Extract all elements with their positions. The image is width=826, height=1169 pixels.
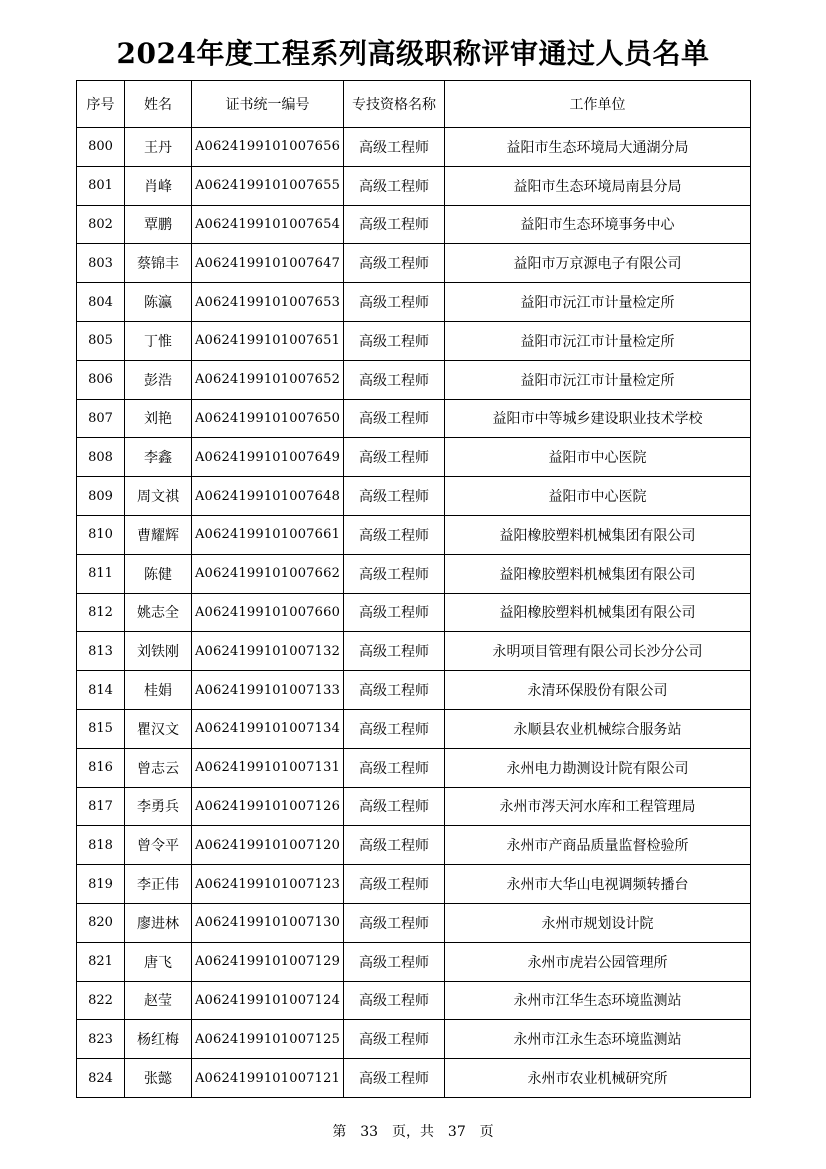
table-row	[77, 671, 751, 710]
cell-employer: 益阳橡胶塑料机械集团有限公司	[445, 554, 751, 593]
cell-qualification: 高级工程师	[344, 865, 445, 904]
cell-employer: 永州电力勘测设计院有限公司	[445, 748, 751, 787]
page-suffix: 页，共	[392, 1124, 434, 1140]
cell-name: 廖进林	[125, 903, 192, 942]
cell-qualification: 高级工程师	[344, 671, 445, 710]
cell-name: 姚志全	[125, 593, 192, 632]
cell-cert-no: A0624199101007131	[192, 748, 344, 787]
roster-table	[76, 80, 751, 1098]
table-row	[77, 826, 751, 865]
cell-employer: 永州市涔天河水库和工程管理局	[445, 787, 751, 826]
cell-seq: 823	[77, 1020, 125, 1059]
cell-name: 陈健	[125, 554, 192, 593]
cell-name: 桂娟	[125, 671, 192, 710]
cell-name: 李鑫	[125, 438, 192, 477]
cell-seq: 800	[77, 128, 125, 167]
cell-employer: 益阳市生态环境事务中心	[445, 205, 751, 244]
cell-cert-no: A0624199101007653	[192, 283, 344, 322]
cell-name: 曾令平	[125, 826, 192, 865]
cell-cert-no: A0624199101007655	[192, 166, 344, 205]
table-row	[77, 903, 751, 942]
table-row	[77, 477, 751, 516]
table-row	[77, 787, 751, 826]
cell-employer: 益阳市中心医院	[445, 477, 751, 516]
header-qualification: 专技资格名称	[344, 81, 445, 128]
table-row	[77, 942, 751, 981]
table-row	[77, 865, 751, 904]
cell-employer: 永州市规划设计院	[445, 903, 751, 942]
cell-name: 陈瀛	[125, 283, 192, 322]
cell-qualification: 高级工程师	[344, 632, 445, 671]
cell-name: 刘艳	[125, 399, 192, 438]
cell-cert-no: A0624199101007651	[192, 321, 344, 360]
cell-seq: 811	[77, 554, 125, 593]
cell-qualification: 高级工程师	[344, 787, 445, 826]
cell-cert-no: A0624199101007134	[192, 709, 344, 748]
cell-employer: 益阳市中等城乡建设职业技术学校	[445, 399, 751, 438]
table-row	[77, 1059, 751, 1098]
cell-seq: 802	[77, 205, 125, 244]
page-title: 2024年度工程系列高级职称评审通过人员名单	[116, 37, 710, 70]
cell-name: 丁惟	[125, 321, 192, 360]
cell-employer: 永州市产商品质量监督检验所	[445, 826, 751, 865]
cell-qualification: 高级工程师	[344, 1020, 445, 1059]
cell-name: 蔡锦丰	[125, 244, 192, 283]
cell-qualification: 高级工程师	[344, 942, 445, 981]
cell-qualification: 高级工程师	[344, 321, 445, 360]
cell-seq: 818	[77, 826, 125, 865]
cell-seq: 821	[77, 942, 125, 981]
table-row	[77, 981, 751, 1020]
header-seq: 序号	[77, 81, 125, 128]
cell-cert-no: A0624199101007648	[192, 477, 344, 516]
cell-name: 唐飞	[125, 942, 192, 981]
cell-name: 杨红梅	[125, 1020, 192, 1059]
cell-name: 李勇兵	[125, 787, 192, 826]
table-row	[77, 593, 751, 632]
cell-employer: 益阳市沅江市计量检定所	[445, 283, 751, 322]
cell-qualification: 高级工程师	[344, 709, 445, 748]
cell-cert-no: A0624199101007654	[192, 205, 344, 244]
cell-qualification: 高级工程师	[344, 166, 445, 205]
cell-seq: 801	[77, 166, 125, 205]
table-row	[77, 244, 751, 283]
cell-qualification: 高级工程师	[344, 360, 445, 399]
cell-seq: 806	[77, 360, 125, 399]
cell-name: 赵莹	[125, 981, 192, 1020]
table-row	[77, 283, 751, 322]
table-row	[77, 399, 751, 438]
cell-cert-no: A0624199101007132	[192, 632, 344, 671]
cell-seq: 804	[77, 283, 125, 322]
cell-name: 覃鹏	[125, 205, 192, 244]
cell-employer: 永州市大华山电视调频转播台	[445, 865, 751, 904]
cell-qualification: 高级工程师	[344, 593, 445, 632]
cell-qualification: 高级工程师	[344, 748, 445, 787]
cell-seq: 814	[77, 671, 125, 710]
cell-employer: 永顺县农业机械综合服务站	[445, 709, 751, 748]
cell-qualification: 高级工程师	[344, 283, 445, 322]
cell-seq: 819	[77, 865, 125, 904]
cell-qualification: 高级工程师	[344, 903, 445, 942]
cell-cert-no: A0624199101007120	[192, 826, 344, 865]
cell-seq: 810	[77, 515, 125, 554]
cell-employer: 益阳市生态环境局南县分局	[445, 166, 751, 205]
cell-seq: 815	[77, 709, 125, 748]
cell-seq: 822	[77, 981, 125, 1020]
table-row	[77, 166, 751, 205]
cell-seq: 817	[77, 787, 125, 826]
cell-cert-no: A0624199101007647	[192, 244, 344, 283]
cell-cert-no: A0624199101007124	[192, 981, 344, 1020]
roster-body	[77, 128, 751, 1098]
cell-employer: 益阳市中心医院	[445, 438, 751, 477]
total-pages: 37	[447, 1124, 466, 1140]
cell-cert-no: A0624199101007650	[192, 399, 344, 438]
cell-cert-no: A0624199101007123	[192, 865, 344, 904]
cell-qualification: 高级工程师	[344, 554, 445, 593]
cell-qualification: 高级工程师	[344, 477, 445, 516]
cell-employer: 永清环保股份有限公司	[445, 671, 751, 710]
table-row	[77, 709, 751, 748]
cell-cert-no: A0624199101007130	[192, 903, 344, 942]
table-row	[77, 128, 751, 167]
table-row	[77, 205, 751, 244]
cell-qualification: 高级工程师	[344, 244, 445, 283]
cell-qualification: 高级工程师	[344, 128, 445, 167]
cell-cert-no: A0624199101007133	[192, 671, 344, 710]
cell-qualification: 高级工程师	[344, 399, 445, 438]
header-name: 姓名	[125, 81, 192, 128]
header-employer: 工作单位	[445, 81, 751, 128]
cell-seq: 812	[77, 593, 125, 632]
cell-employer: 益阳橡胶塑料机械集团有限公司	[445, 593, 751, 632]
cell-name: 曹耀辉	[125, 515, 192, 554]
cell-name: 曾志云	[125, 748, 192, 787]
cell-employer: 益阳市沅江市计量检定所	[445, 321, 751, 360]
cell-cert-no: A0624199101007662	[192, 554, 344, 593]
cell-cert-no: A0624199101007661	[192, 515, 344, 554]
cell-name: 李正伟	[125, 865, 192, 904]
cell-cert-no: A0624199101007649	[192, 438, 344, 477]
cell-employer: 益阳市生态环境局大通湖分局	[445, 128, 751, 167]
table-row	[77, 748, 751, 787]
cell-qualification: 高级工程师	[344, 981, 445, 1020]
cell-cert-no: A0624199101007125	[192, 1020, 344, 1059]
cell-qualification: 高级工程师	[344, 438, 445, 477]
table-row	[77, 321, 751, 360]
cell-name: 瞿汉文	[125, 709, 192, 748]
cell-seq: 820	[77, 903, 125, 942]
cell-name: 肖峰	[125, 166, 192, 205]
total-suffix: 页	[479, 1124, 494, 1140]
page-prefix: 第	[332, 1124, 347, 1140]
cell-name: 刘铁刚	[125, 632, 192, 671]
cell-seq: 813	[77, 632, 125, 671]
cell-employer: 永州市江华生态环境监测站	[445, 981, 751, 1020]
cell-seq: 809	[77, 477, 125, 516]
cell-cert-no: A0624199101007121	[192, 1059, 344, 1098]
page-footer	[0, 1122, 826, 1142]
cell-cert-no: A0624199101007129	[192, 942, 344, 981]
cell-cert-no: A0624199101007660	[192, 593, 344, 632]
cell-employer: 永明项目管理有限公司长沙分公司	[445, 632, 751, 671]
cell-cert-no: A0624199101007652	[192, 360, 344, 399]
table-row	[77, 515, 751, 554]
cell-employer: 永州市农业机械研究所	[445, 1059, 751, 1098]
table-row	[77, 438, 751, 477]
table-row	[77, 554, 751, 593]
page-number: 33	[360, 1124, 379, 1140]
cell-employer: 永州市江永生态环境监测站	[445, 1020, 751, 1059]
cell-name: 张懿	[125, 1059, 192, 1098]
cell-qualification: 高级工程师	[344, 826, 445, 865]
cell-qualification: 高级工程师	[344, 205, 445, 244]
header-cert-no: 证书统一编号	[192, 81, 344, 128]
cell-qualification: 高级工程师	[344, 1059, 445, 1098]
cell-name: 彭浩	[125, 360, 192, 399]
cell-cert-no: A0624199101007126	[192, 787, 344, 826]
cell-qualification: 高级工程师	[344, 515, 445, 554]
cell-employer: 永州市虎岩公园管理所	[445, 942, 751, 981]
cell-seq: 824	[77, 1059, 125, 1098]
table-row	[77, 632, 751, 671]
table-row	[77, 1020, 751, 1059]
cell-seq: 808	[77, 438, 125, 477]
table-header-row	[77, 81, 751, 128]
cell-seq: 805	[77, 321, 125, 360]
cell-employer: 益阳橡胶塑料机械集团有限公司	[445, 515, 751, 554]
cell-employer: 益阳市万京源电子有限公司	[445, 244, 751, 283]
cell-seq: 807	[77, 399, 125, 438]
cell-seq: 816	[77, 748, 125, 787]
cell-name: 王丹	[125, 128, 192, 167]
cell-cert-no: A0624199101007656	[192, 128, 344, 167]
cell-name: 周文祺	[125, 477, 192, 516]
cell-seq: 803	[77, 244, 125, 283]
cell-employer: 益阳市沅江市计量检定所	[445, 360, 751, 399]
table-row	[77, 360, 751, 399]
